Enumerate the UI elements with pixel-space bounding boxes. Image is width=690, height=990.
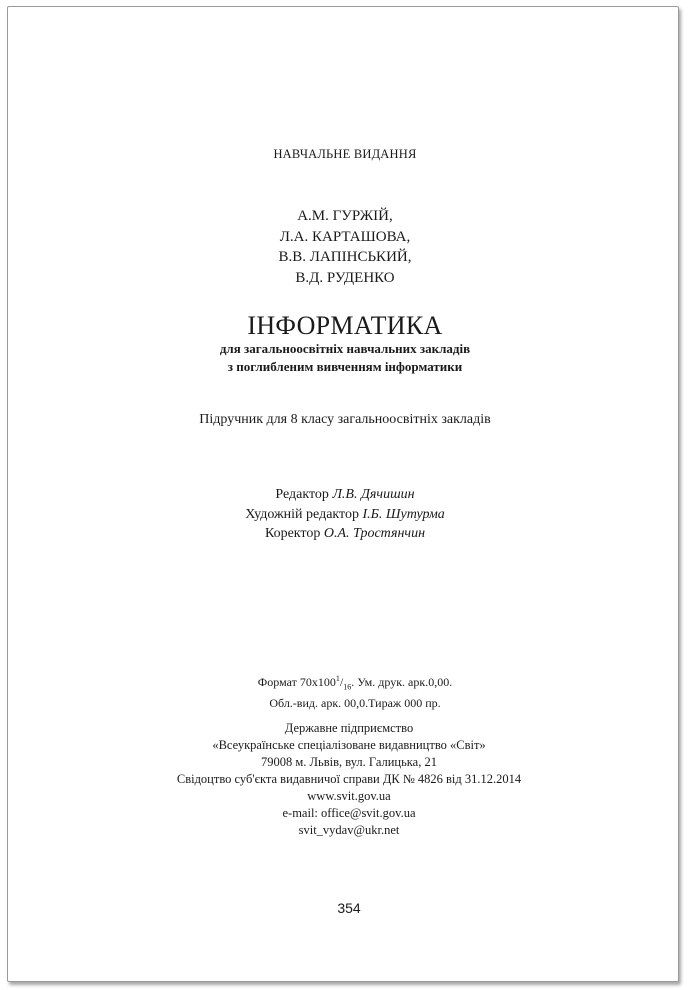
editors-list — [0, 485, 690, 544]
page-number: 354 — [337, 900, 361, 916]
author-name: В.Д. РУДЕНКО — [295, 269, 395, 286]
editor-role: Коректор — [264, 526, 321, 541]
publisher-website: www.svit.gov.ua — [307, 789, 391, 803]
format-sup: 1 — [335, 674, 340, 683]
publisher-info — [4, 720, 690, 839]
book-title: ІНФОРМАТИКА — [247, 311, 443, 340]
publisher-email-2: svit_vydav@ukr.net — [298, 823, 400, 837]
publisher-address: 79008 м. Львів, вул. Галицька, 21 — [261, 755, 437, 769]
editor-line — [0, 485, 690, 505]
editor-role: Редактор — [275, 487, 329, 502]
publisher-line: Державне підприємство — [284, 721, 414, 735]
author-name: В.В. ЛАПІНСЬКИЙ, — [278, 249, 412, 265]
editor-name: О.А. Тростянчин — [323, 526, 426, 541]
format-slash: / — [339, 675, 344, 689]
author-name: Л.А. КАРТАШОВА, — [279, 228, 411, 245]
editor-line — [0, 524, 690, 544]
subtitle-line: з поглибленим вивченням інформатики — [227, 358, 463, 374]
format-sub: 16 — [343, 682, 352, 692]
editor-line — [0, 505, 690, 525]
edition-type: НАВЧАЛЬНЕ ВИДАННЯ — [273, 147, 417, 161]
authors-list — [0, 206, 690, 288]
publisher-email: e-mail: office@svit.gov.ua — [282, 806, 416, 820]
format-line-2: Обл.-вид. арк. 00,0.Тираж 000 пр. — [269, 696, 441, 711]
print-format — [10, 670, 690, 712]
format-suffix: . Ум. друк. арк.0,00. — [351, 675, 453, 689]
editor-name: І.Б. Шутурма — [362, 506, 445, 522]
editor-role: Художній редактор — [245, 506, 359, 522]
textbook-description: Підручник для 8 класу загальноосвітніх закладів — [199, 412, 491, 427]
subtitle-line: для загальноосвітніх навчальних закладів — [219, 341, 471, 356]
editor-name: Л.В. Дячишин — [332, 487, 415, 502]
publisher-certificate: Свідоцтво суб'єкта видавничої справи ДК № 4826 від 31.12.2014 — [176, 772, 522, 786]
author-name: А.М. ГУРЖІЙ, — [297, 208, 393, 224]
format-line-1 — [10, 670, 690, 695]
format-prefix: Формат 70x100 — [257, 675, 336, 689]
book-subtitle — [0, 340, 690, 375]
publisher-line: «Всеукраїнське спеціалізоване видавництво «Світ» — [212, 738, 486, 752]
